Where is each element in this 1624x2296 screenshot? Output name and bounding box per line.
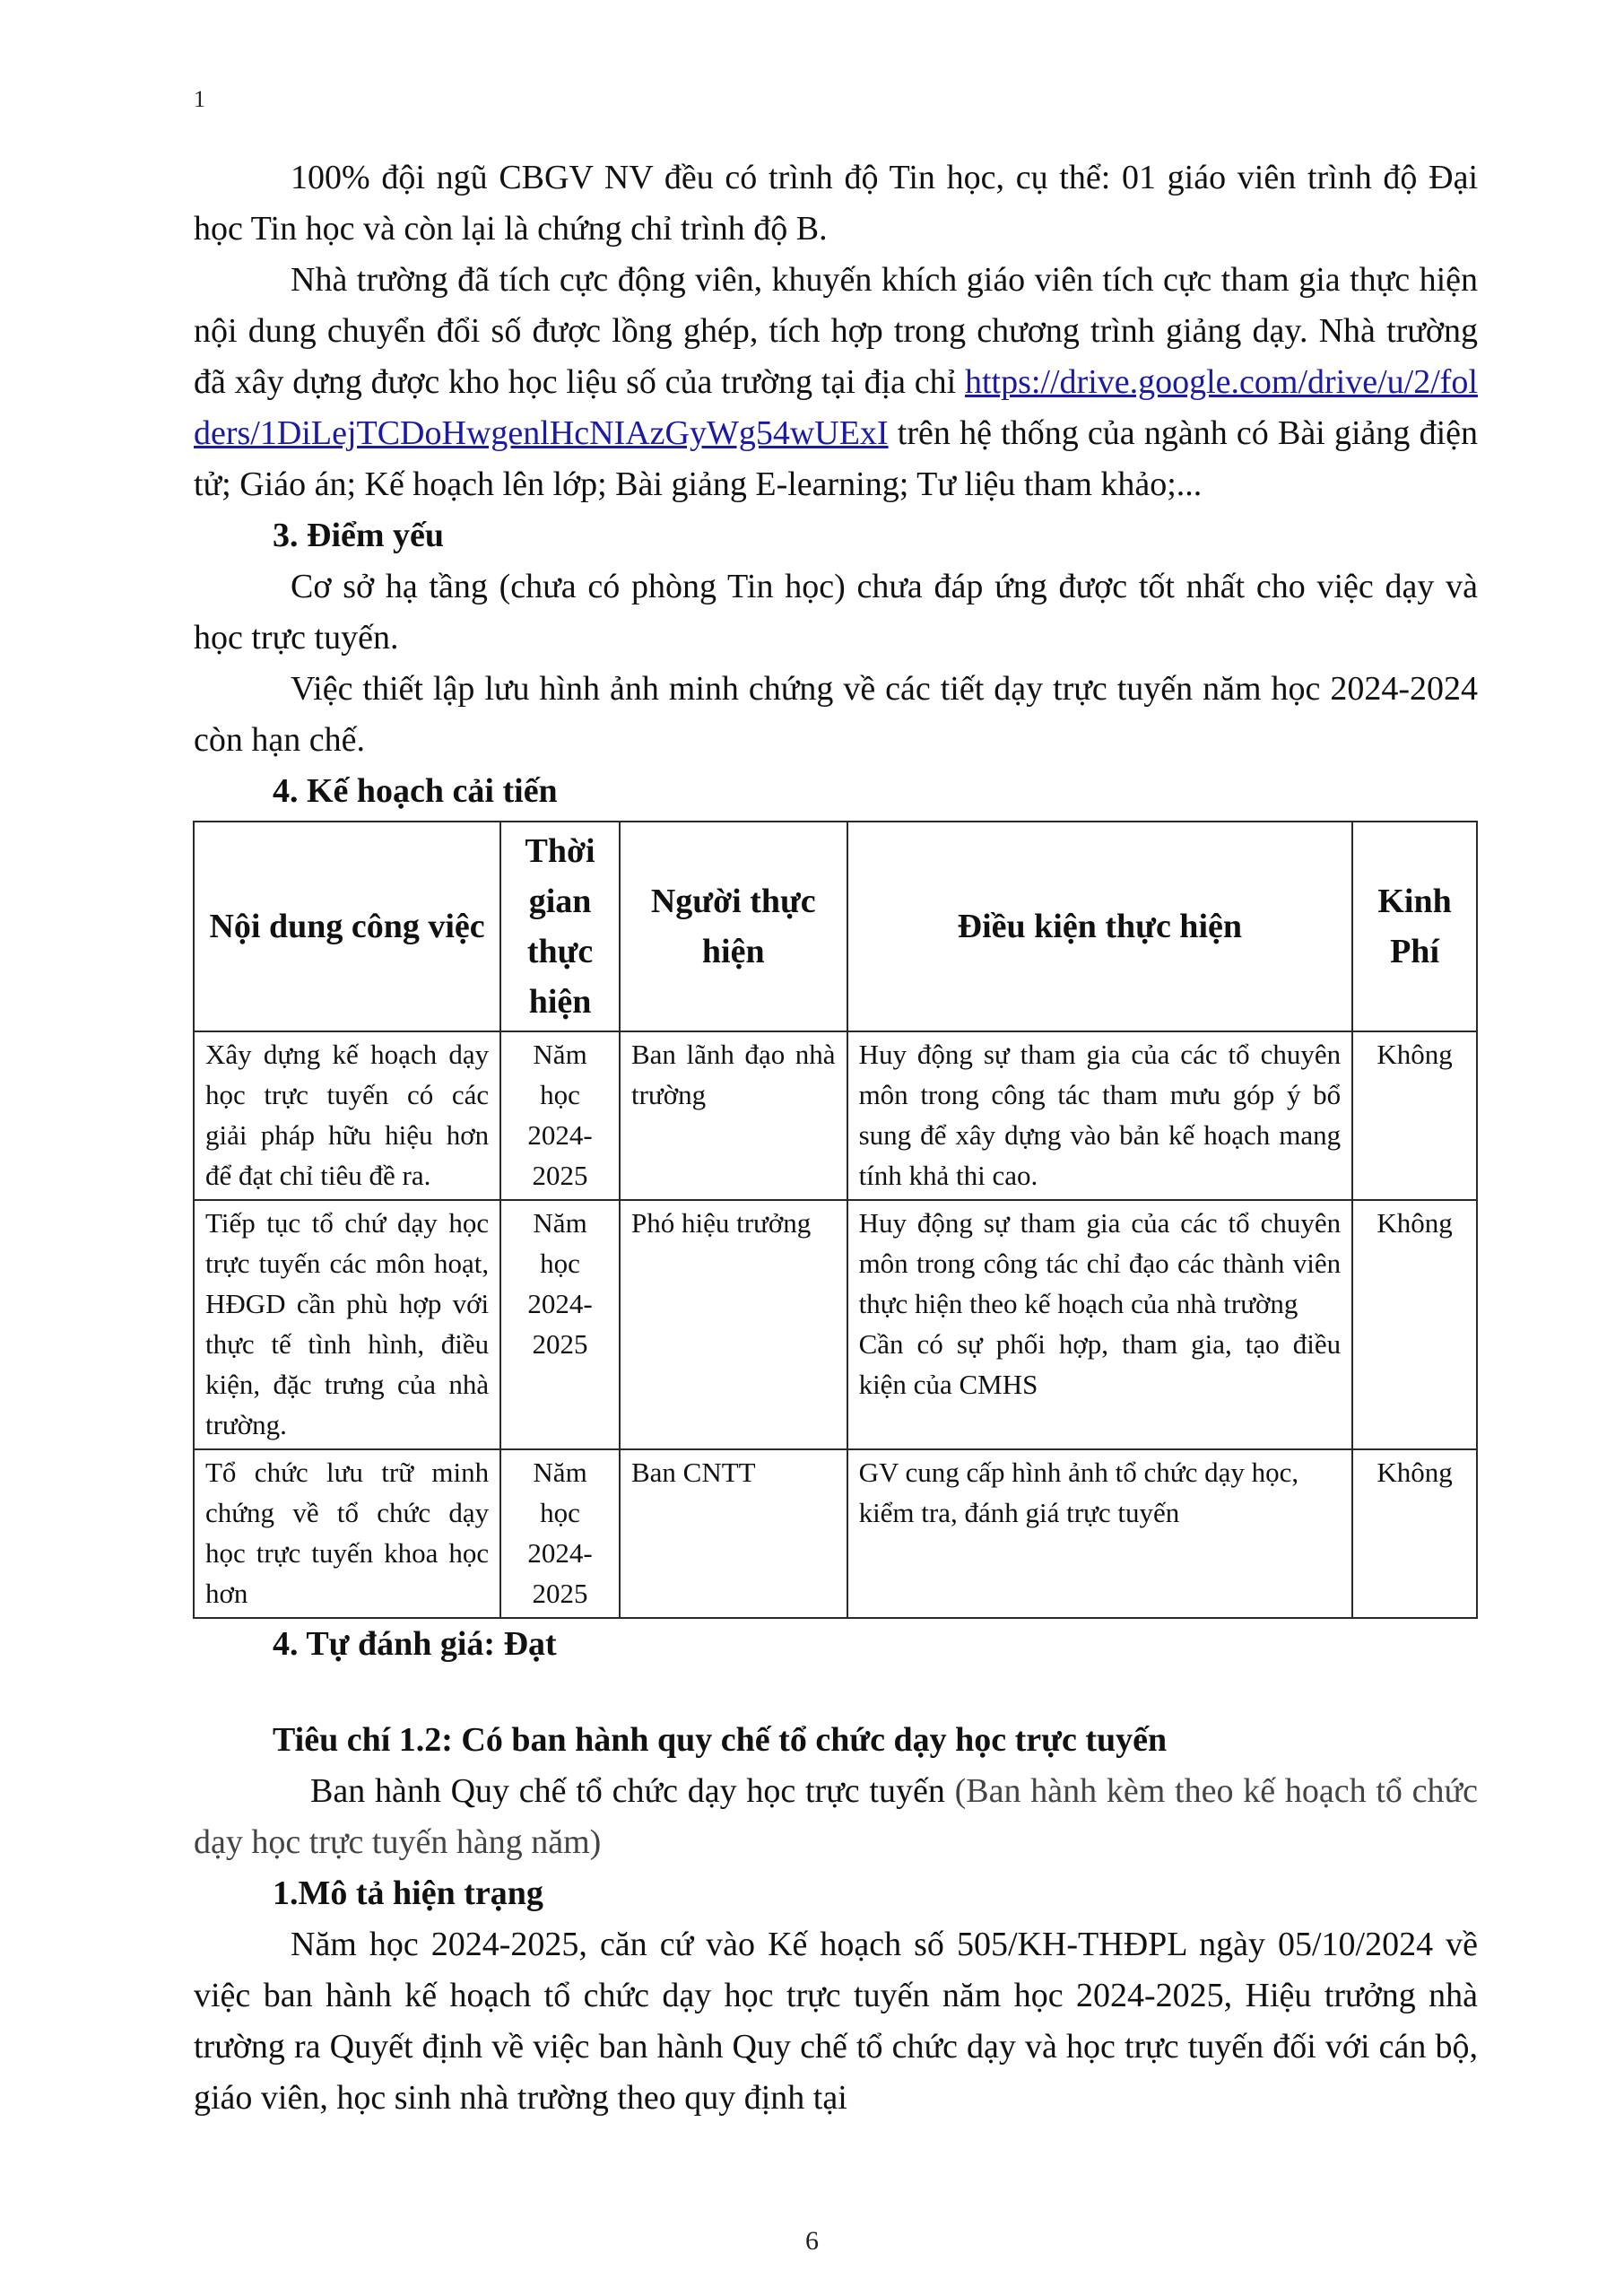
drive-folder-link[interactable]: https://drive.google.com/drive/u/2/folders/1DiLejTCDoHwgenlHcNIAzGyWg54wUExI — [194, 363, 1478, 452]
page-marker: 1 — [194, 86, 205, 112]
column-header-cost: Kinh Phí — [1352, 822, 1477, 1031]
spacer — [194, 1670, 1478, 1715]
document-body — [194, 152, 1478, 2124]
cell-time: Năm học 2024-2025 — [500, 1031, 620, 1200]
cell-condition: GV cung cấp hình ảnh tổ chức dạy học, kiểm tra, đánh giá trực tuyến — [847, 1449, 1353, 1618]
status-description-paragraph: Năm học 2024-2025, căn cứ vào Kế hoạch số 505/KH-THĐPL ngày 05/10/2024 về việc ban hành kế hoạch tổ chức dạy học trực tuyến năm học 2024-2025, Hiệu trưởng nhà trường ra Quyết định về việc ban hành Quy chế tổ chức dạy và học trực tuyến đối với cán bộ, giáo viên, học sinh nhà trường theo quy định tại — [194, 1926, 1478, 2117]
cell-cost: Không — [1352, 1031, 1477, 1200]
weakness-paragraph-evidence: Việc thiết lập lưu hình ảnh minh chứng về các tiết dạy trực tuyến năm học 2024-2024 còn hạn chế. — [194, 670, 1478, 759]
paragraph-digital-library — [194, 255, 1478, 510]
paragraph-it-qualification: 100% đội ngũ CBGV NV đều có trình độ Tin học, cụ thể: 01 giáo viên trình độ Đại học Tin học và còn lại là chứng chỉ trình độ B. — [194, 159, 1478, 248]
cell-condition: Huy động sự tham gia của các tổ chuyên môn trong công tác tham mưu góp ý bổ sung để xây dựng vào bản kế hoạch mang tính khả thi cao. — [847, 1031, 1353, 1200]
cell-task: Tiếp tục tổ chứ dạy học trực tuyến các môn hoạt, HĐGD cần phù hợp với thực tế tình hình, điều kiện, đặc trưng của nhà trường. — [194, 1200, 500, 1449]
column-header-task: Nội dung công việc — [194, 822, 500, 1031]
improvement-plan-table — [193, 821, 1478, 1619]
self-assessment-heading: 4. Tự đánh giá: Đạt — [273, 1625, 557, 1663]
table-row — [194, 1200, 1477, 1449]
criterion-heading: Tiêu chí 1.2: Có ban hành quy chế tổ chức dạy học trực tuyến — [273, 1721, 1168, 1759]
weakness-paragraph-infrastructure: Cơ sở hạ tầng (chưa có phòng Tin học) chưa đáp ứng được tốt nhất cho việc dạy và học trực tuyến. — [194, 568, 1478, 657]
paragraph-digital-library-tail: trên hệ thống của ngành có Bài giảng điện tử; Giáo án; Kế hoạch lên lớp; Bài giảng E-learning; Tư liệu tham khảo;... — [194, 414, 1478, 503]
column-header-person: Người thực hiện — [620, 822, 847, 1031]
paragraph-digital-library-text: Nhà trường đã tích cực động viên, khuyến khích giáo viên tích cực tham gia thực hiện nội dung chuyển đổi số được lồng ghép, tích hợp trong chương trình giảng dạy. Nhà trường đã xây dựng được kho học liệu số của trường tại địa chỉ — [194, 261, 1478, 401]
criterion-intro — [194, 1766, 1478, 1868]
cell-person: Ban CNTT — [620, 1449, 847, 1618]
cell-task: Xây dựng kế hoạch dạy học trực tuyến có các giải pháp hữu hiệu hơn để đạt chỉ tiêu đề ra. — [194, 1031, 500, 1200]
cell-time: Năm học 2024-2025 — [500, 1449, 620, 1618]
column-header-condition: Điều kiện thực hiện — [847, 822, 1353, 1031]
cell-cost: Không — [1352, 1449, 1477, 1618]
criterion-intro-note: (Ban hành kèm theo kế hoạch tổ chức dạy học trực tuyến hàng năm) — [194, 1772, 1478, 1861]
table-row — [194, 1031, 1477, 1200]
cell-person: Phó hiệu trưởng — [620, 1200, 847, 1449]
cell-time: Năm học 2024-2025 — [500, 1200, 620, 1449]
weakness-heading: 3. Điểm yếu — [273, 517, 445, 554]
table-row — [194, 1449, 1477, 1618]
cell-condition: Huy động sự tham gia của các tổ chuyên môn trong công tác chỉ đạo các thành viên thực hiện theo kế hoạch của nhà trường Cần có sự phối hợp, tham gia, tạo điều kiện của CMHS — [847, 1200, 1353, 1449]
cell-person: Ban lãnh đạo nhà trường — [620, 1031, 847, 1200]
improvement-plan-heading: 4. Kế hoạch cải tiến — [273, 772, 558, 810]
status-description-heading: 1.Mô tả hiện trạng — [273, 1874, 543, 1912]
criterion-intro-main: Ban hành Quy chế tổ chức dạy học trực tuyến — [310, 1772, 955, 1810]
page-number: 6 — [805, 2226, 819, 2256]
cell-task: Tổ chức lưu trữ minh chứng về tổ chức dạy học trực tuyến khoa học hơn — [194, 1449, 500, 1618]
table-header-row — [194, 822, 1477, 1031]
column-header-time: Thời gian thực hiện — [500, 822, 620, 1031]
cell-cost: Không — [1352, 1200, 1477, 1449]
